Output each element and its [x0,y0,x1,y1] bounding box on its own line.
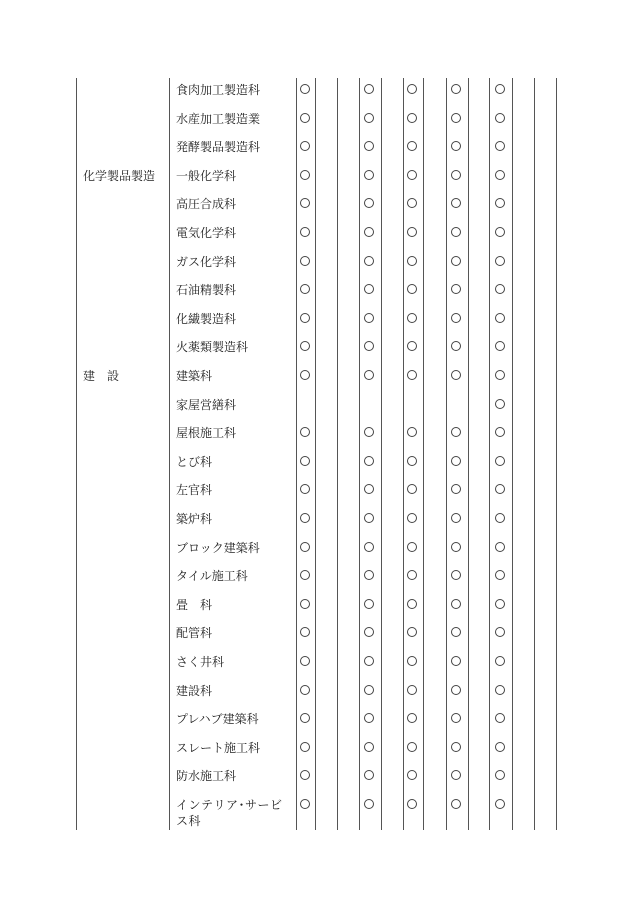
circle-mark-icon [364,313,374,323]
circle-mark-icon [364,198,374,208]
circle-mark-icon [407,513,417,523]
circle-mark-icon [364,84,374,94]
circle-mark-icon [451,427,461,437]
circle-mark-icon [300,456,310,466]
circle-mark-icon [407,313,417,323]
circle-mark-icon [407,685,417,695]
circle-mark-icon [300,84,310,94]
circle-mark-icon [407,713,417,723]
circle-mark-icon [451,713,461,723]
circle-mark-icon [451,84,461,94]
circle-mark-icon [300,170,310,180]
circle-mark-icon [451,656,461,666]
circle-mark-icon [407,599,417,609]
subject-label: プレハブ建築科 [176,712,259,727]
circle-mark-icon [451,799,461,809]
circle-mark-icon [300,570,310,580]
circle-mark-icon [300,141,310,151]
circle-mark-icon [495,513,505,523]
circle-mark-icon [407,484,417,494]
circle-mark-icon [451,599,461,609]
table-row [0,219,630,248]
circle-mark-icon [451,570,461,580]
circle-mark-icon [495,427,505,437]
circle-mark-icon [451,742,461,752]
subject-label: 化繊製造科 [176,311,237,326]
table-row [0,391,630,420]
table-row [0,734,630,763]
circle-mark-icon [300,484,310,494]
subject-label: 建築科 [176,369,213,383]
circle-mark-icon [300,685,310,695]
circle-mark-icon [364,770,374,780]
circle-mark-icon [364,685,374,695]
circle-mark-icon [495,627,505,637]
circle-mark-icon [495,742,505,752]
subject-label: 防水施工科 [176,769,237,784]
subject-label: スレート施工科 [176,740,261,755]
circle-mark-icon [407,627,417,637]
table-row [0,791,630,828]
circle-mark-icon [495,256,505,266]
table-row [0,705,630,734]
circle-mark-icon [495,484,505,494]
subject-label: とび科 [176,454,213,469]
circle-mark-icon [407,198,417,208]
circle-mark-icon [495,599,505,609]
circle-mark-icon [300,198,310,208]
circle-mark-icon [407,456,417,466]
circle-mark-icon [495,227,505,237]
subject-label: ブロック建築科 [176,540,260,555]
subject-label: タイル施工科 [176,569,248,584]
circle-mark-icon [300,713,310,723]
circle-mark-icon [495,284,505,294]
circle-mark-icon [495,313,505,323]
circle-mark-icon [407,570,417,580]
table-row [0,190,630,219]
circle-mark-icon [300,627,310,637]
circle-mark-icon [300,427,310,437]
subject-label: 食肉加工製造科 [176,83,261,97]
table-row [0,534,630,563]
circle-mark-icon [407,256,417,266]
circle-mark-icon [451,141,461,151]
circle-mark-icon [495,141,505,151]
circle-mark-icon [364,513,374,523]
circle-mark-icon [451,198,461,208]
circle-mark-icon [300,313,310,323]
circle-mark-icon [364,170,374,180]
circle-mark-icon [364,656,374,666]
table-row [0,333,630,362]
subject-label: 畳 科 [176,597,213,612]
table-row [0,505,630,534]
circle-mark-icon [451,542,461,552]
table-row [0,648,630,677]
circle-mark-icon [451,370,461,380]
circle-mark-icon [451,770,461,780]
table-row [0,162,630,191]
subject-label: 築炉科 [176,512,213,526]
circle-mark-icon [451,284,461,294]
circle-mark-icon [300,341,310,351]
subject-label: インテリア･サービス科 [176,798,283,828]
circle-mark-icon [407,141,417,151]
circle-mark-icon [407,113,417,123]
circle-mark-icon [364,284,374,294]
category-label: 化学製品製造 [83,168,156,183]
circle-mark-icon [407,370,417,380]
table-row [0,762,630,791]
circle-mark-icon [495,713,505,723]
circle-mark-icon [495,799,505,809]
circle-mark-icon [495,570,505,580]
subject-label: さく井科 [176,655,225,669]
circle-mark-icon [407,170,417,180]
subject-label: 一般化学科 [176,168,237,183]
circle-mark-icon [364,227,374,237]
circle-mark-icon [300,742,310,752]
table-row [0,276,630,305]
circle-mark-icon [300,284,310,294]
circle-mark-icon [451,456,461,466]
category-label: 建 設 [83,369,120,383]
subject-label: 建設科 [176,683,213,698]
circle-mark-icon [451,627,461,637]
table-row [0,105,630,134]
circle-mark-icon [495,656,505,666]
circle-mark-icon [364,599,374,609]
circle-mark-icon [364,256,374,266]
circle-mark-icon [364,427,374,437]
circle-mark-icon [364,742,374,752]
circle-mark-icon [364,799,374,809]
circle-mark-icon [495,542,505,552]
circle-mark-icon [495,341,505,351]
table-row [0,619,630,648]
circle-mark-icon [300,656,310,666]
circle-mark-icon [364,627,374,637]
subject-label: 水産加工製造業 [176,111,261,126]
subject-label: 屋根施工科 [176,426,237,441]
circle-mark-icon [451,484,461,494]
table-row [0,591,630,620]
circle-mark-icon [495,170,505,180]
table-row [0,448,630,477]
subject-label: 電気化学科 [176,226,237,240]
table-row [0,248,630,277]
circle-mark-icon [451,341,461,351]
subject-label: 高圧合成科 [176,197,237,212]
circle-mark-icon [495,113,505,123]
circle-mark-icon [364,141,374,151]
circle-mark-icon [300,513,310,523]
circle-mark-icon [300,113,310,123]
circle-mark-icon [451,227,461,237]
circle-mark-icon [364,713,374,723]
circle-mark-icon [407,799,417,809]
circle-mark-icon [364,370,374,380]
circle-mark-icon [407,656,417,666]
circle-mark-icon [407,742,417,752]
table-row [0,476,630,505]
circle-mark-icon [407,542,417,552]
table-row [0,305,630,334]
circle-mark-icon [451,313,461,323]
circle-mark-icon [300,799,310,809]
circle-mark-icon [407,770,417,780]
table-row [0,133,630,162]
subject-label: 左官科 [176,483,213,498]
table-row [0,362,630,391]
circle-mark-icon [451,513,461,523]
subject-label: 発酵製品製造科 [176,140,261,155]
circle-mark-icon [495,370,505,380]
circle-mark-icon [300,227,310,237]
circle-mark-icon [451,685,461,695]
table-row [0,562,630,591]
circle-mark-icon [407,284,417,294]
subject-label: 石油精製科 [176,283,237,298]
circle-mark-icon [495,770,505,780]
circle-mark-icon [407,341,417,351]
circle-mark-icon [300,370,310,380]
table-row [0,76,630,105]
circle-mark-icon [300,542,310,552]
circle-mark-icon [364,484,374,494]
circle-mark-icon [495,456,505,466]
circle-mark-icon [495,84,505,94]
circle-mark-icon [364,456,374,466]
circle-mark-icon [495,399,505,409]
circle-mark-icon [451,256,461,266]
subject-label: 家屋営繕科 [176,397,237,412]
circle-mark-icon [495,198,505,208]
circle-mark-icon [364,570,374,580]
circle-mark-icon [300,770,310,780]
subject-label: ガス化学科 [176,254,237,269]
table-row [0,677,630,706]
subject-label: 火薬類製造科 [176,340,249,355]
circle-mark-icon [300,599,310,609]
circle-mark-icon [451,170,461,180]
circle-mark-icon [300,256,310,266]
table-row [0,419,630,448]
circle-mark-icon [407,227,417,237]
circle-mark-icon [364,341,374,351]
subject-label: 配管科 [176,626,213,641]
circle-mark-icon [407,84,417,94]
circle-mark-icon [495,685,505,695]
circle-mark-icon [407,427,417,437]
circle-mark-icon [364,113,374,123]
circle-mark-icon [451,113,461,123]
circle-mark-icon [364,542,374,552]
